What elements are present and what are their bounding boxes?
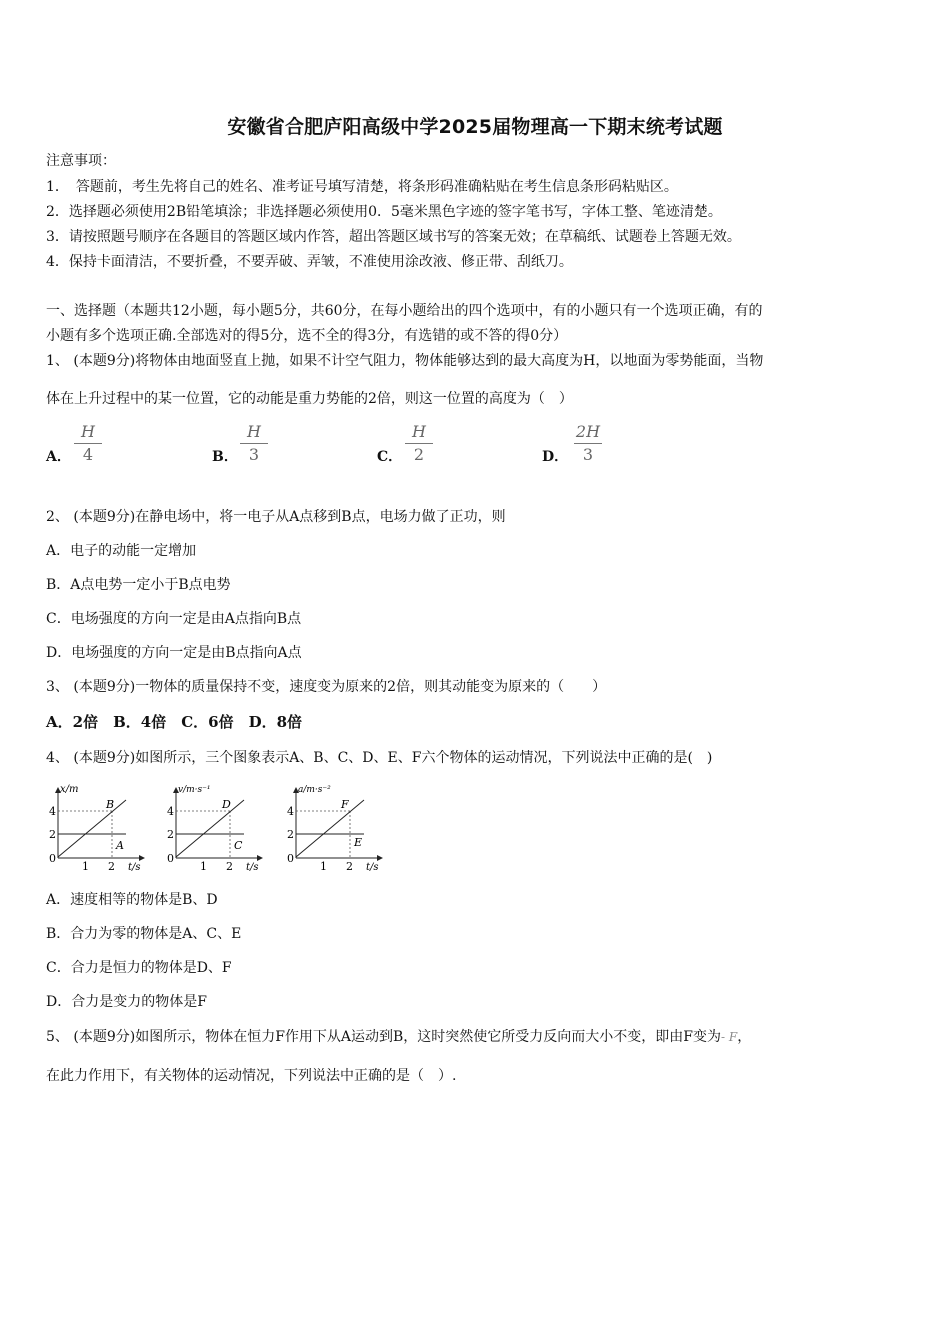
graph1-ytick-2: 2 xyxy=(49,828,56,841)
q4-stem: 4、 (本题9分)如图所示，三个图象表示A、B、C、D、E、F六个物体的运动情况，下列说法中正确的是( ) xyxy=(46,750,713,766)
numerator: H xyxy=(247,422,261,441)
graph-vt xyxy=(167,785,262,873)
graph3-ytick-2: 2 xyxy=(287,828,294,841)
denominator: 2 xyxy=(413,445,425,464)
fraction xyxy=(232,422,276,465)
denominator: 3 xyxy=(248,445,260,464)
q1-options xyxy=(46,420,746,476)
q2-option-c: C．电场强度的方向一定是由A点指向B点 xyxy=(46,611,302,627)
option-label: A． xyxy=(46,449,71,465)
graph-at xyxy=(287,785,382,873)
denominator: 3 xyxy=(582,445,594,464)
fraction xyxy=(566,422,610,465)
section-heading-line2: 小题有多个选项正确.全部选对的得5分，选不全的得3分，有选错的或不答的得0分） xyxy=(46,328,568,344)
graph3-label-e: E xyxy=(354,836,363,849)
q5-stem-line1 xyxy=(46,1027,751,1047)
q5-stem-line2: 在此力作用下，有关物体的运动情况，下列说法中正确的是（ ）. xyxy=(46,1068,457,1084)
q2-option-b: B．A点电势一定小于B点电势 xyxy=(46,577,231,593)
notice-item-1: 1． 答题前，考生先将自己的姓名、准考证号填写清楚，将条形码准确粘贴在考生信息条形码粘贴区。 xyxy=(46,179,678,195)
q5-stem-text: 5、 (本题9分)如图所示，物体在恒力F作用下从A运动到B，这时突然使它所受力反向而大小不变，即由F变为 xyxy=(46,1029,722,1045)
graph3-xlabel: t/s xyxy=(366,862,379,873)
q3-stem: 3、 (本题9分)一物体的质量保持不变，速度变为原来的2倍，则其动能变为原来的（ ） xyxy=(46,679,607,695)
graph1-xtick-2: 2 xyxy=(108,860,115,873)
option-label: C． xyxy=(377,449,403,465)
graph1-xlabel: t/s xyxy=(128,862,141,873)
q4-graphs-svg xyxy=(46,778,391,876)
notice-item-4: 4．保持卡面清洁，不要折叠，不要弄破、弄皱，不准使用涂改液、修正带、刮纸刀。 xyxy=(46,254,573,270)
graph1-xtick-1: 1 xyxy=(82,860,89,873)
graph2-xlabel: t/s xyxy=(246,862,259,873)
graph2-xtick-1: 1 xyxy=(200,860,207,873)
q2-stem: 2、 (本题9分)在静电场中，将一电子从A点移到B点，电场力做了正功，则 xyxy=(46,509,506,525)
notice-item-3: 3．请按照题号顺序在各题目的答题区域内作答，超出答题区域书写的答案无效；在草稿纸、试题卷上答题无效。 xyxy=(46,229,741,245)
graph3-label-f: F xyxy=(341,798,349,811)
q5-neg-f: - F xyxy=(721,1030,738,1044)
q1-stem-line2: 体在上升过程中的某一位置，它的动能是重力势能的2倍，则这一位置的高度为（ ） xyxy=(46,391,573,407)
q4-option-b: B．合力为零的物体是A、C、E xyxy=(46,926,242,942)
graph1-label-a: A xyxy=(116,839,124,852)
graph1-label-b: B xyxy=(106,798,115,811)
section-heading-line1: 一、选择题（本题共12小题，每小题5分，共60分，在每小题给出的四个选项中，有的小题只有一个选项正确，有的 xyxy=(46,303,763,319)
graph2-ytick-4: 4 xyxy=(167,805,174,818)
denominator: 4 xyxy=(82,445,94,464)
fraction xyxy=(397,422,441,465)
option-label: B． xyxy=(212,449,238,465)
fraction xyxy=(66,422,110,465)
graph1-ylabel: x/m xyxy=(60,784,79,795)
graph2-ytick-0: 0 xyxy=(167,852,174,865)
q2-option-d: D．电场强度的方向一定是由B点指向A点 xyxy=(46,645,302,661)
graph1-ytick-4: 4 xyxy=(49,805,56,818)
graph2-ytick-2: 2 xyxy=(167,828,174,841)
q4-option-a: A．速度相等的物体是B、D xyxy=(46,892,218,908)
graph2-xtick-2: 2 xyxy=(226,860,233,873)
graph3-xtick-2: 2 xyxy=(346,860,353,873)
notice-heading: 注意事项： xyxy=(46,153,116,169)
graph1-ytick-0: 0 xyxy=(49,852,56,865)
notice-item-2: 2．选择题必须使用2B铅笔填涂；非选择题必须使用0．5毫米黑色字迹的签字笔书写，字体工整、笔迹清楚。 xyxy=(46,204,722,220)
fraction-bar xyxy=(405,443,433,444)
q3-options: A．2倍 B．4倍 C．6倍 D．8倍 xyxy=(46,713,303,731)
graph3-xtick-1: 1 xyxy=(320,860,327,873)
graph3-ytick-4: 4 xyxy=(287,805,294,818)
graph-xt xyxy=(49,784,144,873)
q5-stem-comma: ， xyxy=(737,1029,752,1045)
q4-graphs xyxy=(46,778,391,880)
fraction-bar xyxy=(74,443,102,444)
page-title: 安徽省合肥庐阳高级中学2025届物理高一下期末统考试题 xyxy=(227,116,723,138)
graph2-label-c: C xyxy=(234,839,243,852)
q1-stem-line1: 1、 (本题9分)将物体由地面竖直上抛，如果不计空气阻力，物体能够达到的最大高度为H，以地面为零势能面，当物 xyxy=(46,353,764,369)
q4-option-c: C．合力是恒力的物体是D、F xyxy=(46,960,232,976)
graph2-label-d: D xyxy=(222,798,231,811)
numerator: H xyxy=(81,422,95,441)
q2-option-a: A．电子的动能一定增加 xyxy=(46,543,197,559)
fraction-bar xyxy=(574,443,602,444)
numerator: H xyxy=(412,422,426,441)
numerator: 2H xyxy=(575,422,601,441)
fraction-bar xyxy=(240,443,268,444)
graph3-ytick-0: 0 xyxy=(287,852,294,865)
q4-option-d: D．合力是变力的物体是F xyxy=(46,994,207,1010)
graph2-ylabel: v/m·s⁻¹ xyxy=(178,785,211,795)
graph3-ylabel: a/m·s⁻² xyxy=(298,785,331,795)
option-label: D． xyxy=(542,449,569,465)
